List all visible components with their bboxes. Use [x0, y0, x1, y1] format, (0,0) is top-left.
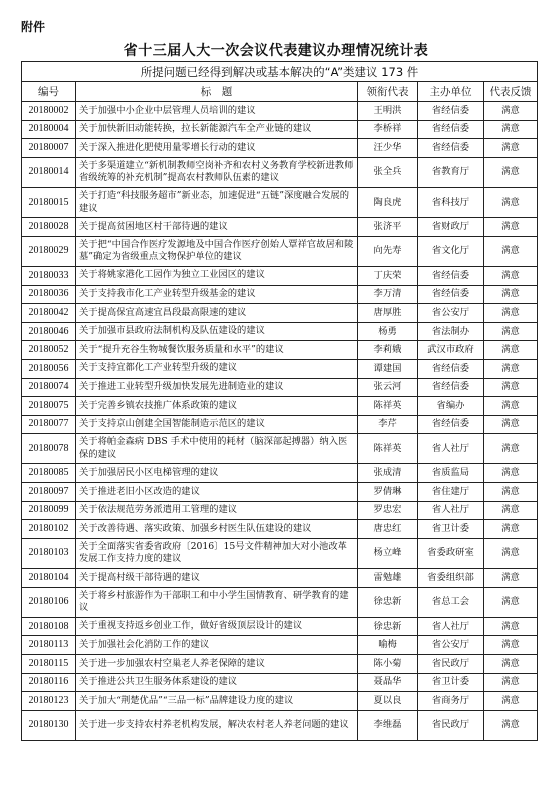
row-host-unit: 省商务厅	[418, 692, 484, 711]
table-row	[22, 434, 538, 464]
header-id: 编号	[22, 82, 76, 102]
row-feedback: 满意	[484, 218, 538, 237]
row-id: 20180106	[22, 587, 76, 617]
table-row	[22, 483, 538, 502]
row-id: 20180115	[22, 655, 76, 674]
row-feedback: 满意	[484, 266, 538, 285]
row-id: 20180113	[22, 636, 76, 655]
row-id: 20180123	[22, 692, 76, 711]
page-title: 省十三届人大一次会议代表建议办理情况统计表	[123, 43, 429, 59]
table-row	[22, 397, 538, 416]
row-lead-rep: 陶良虎	[358, 187, 418, 217]
row-title: 关于依法规范劳务派遣用工管理的建议	[76, 501, 358, 520]
row-lead-rep: 夏以良	[358, 692, 418, 711]
row-title: 关于深入推进化肥使用量零增长行动的建议	[76, 139, 358, 158]
row-host-unit: 武汉市政府	[418, 341, 484, 360]
row-lead-rep: 聂晶华	[358, 673, 418, 692]
table-row	[22, 139, 538, 158]
row-title: 关于改善待遇、落实政策、加强乡村医生队伍建设的建议	[76, 520, 358, 539]
row-lead-rep: 张云河	[358, 378, 418, 397]
row-title: 关于进一步加强农村空巢老人养老保障的建议	[76, 655, 358, 674]
row-host-unit: 省人社厅	[418, 434, 484, 464]
table-row	[22, 341, 538, 360]
statistics-table	[21, 61, 538, 741]
row-feedback: 满意	[484, 397, 538, 416]
row-feedback: 满意	[484, 501, 538, 520]
row-host-unit: 省经信委	[418, 266, 484, 285]
row-feedback: 满意	[484, 236, 538, 266]
table-row	[22, 218, 538, 237]
row-id: 20180052	[22, 341, 76, 360]
row-lead-rep: 李桥祥	[358, 120, 418, 139]
row-title: 关于将姚家港化工园作为独立工业园区的建议	[76, 266, 358, 285]
row-lead-rep: 唐厚胜	[358, 304, 418, 323]
row-lead-rep: 杨勇	[358, 322, 418, 341]
row-title: 关于提高村级干部待遇的建议	[76, 569, 358, 588]
row-id: 20180078	[22, 434, 76, 464]
row-id: 20180102	[22, 520, 76, 539]
row-title: 关于加强社会化消防工作的建议	[76, 636, 358, 655]
row-feedback: 满意	[484, 538, 538, 568]
header-feedback: 代表反馈	[484, 82, 538, 102]
row-title: 关于多渠道建立“新机制教师空岗补齐和农村义务教育学校新进教师省级统筹的补充机制”提高农村教师队伍素的建议	[76, 157, 358, 187]
row-title: 关于将乡村旅游作为干部职工和中小学生国情教育、研学教育的建议	[76, 587, 358, 617]
table-row	[22, 120, 538, 139]
row-host-unit: 省人社厅	[418, 501, 484, 520]
table-row	[22, 378, 538, 397]
row-host-unit: 省总工会	[418, 587, 484, 617]
header-title: 标 题	[76, 82, 358, 102]
row-id: 20180015	[22, 187, 76, 217]
row-lead-rep: 陈小菊	[358, 655, 418, 674]
table-row	[22, 520, 538, 539]
row-host-unit: 省法制办	[418, 322, 484, 341]
row-feedback: 满意	[484, 587, 538, 617]
table-row	[22, 501, 538, 520]
row-lead-rep: 杨立峰	[358, 538, 418, 568]
row-host-unit: 省经信委	[418, 378, 484, 397]
row-host-unit: 省经信委	[418, 415, 484, 434]
row-host-unit: 省民政厅	[418, 655, 484, 674]
row-lead-rep: 喻梅	[358, 636, 418, 655]
row-host-unit: 省卫计委	[418, 520, 484, 539]
table-row	[22, 322, 538, 341]
row-title: 关于推进老旧小区改造的建议	[76, 483, 358, 502]
row-host-unit: 省质监局	[418, 464, 484, 483]
header-lead-rep: 领衔代表	[358, 82, 418, 102]
row-lead-rep: 李莉娥	[358, 341, 418, 360]
table-row	[22, 415, 538, 434]
row-feedback: 满意	[484, 520, 538, 539]
row-feedback: 满意	[484, 636, 538, 655]
row-feedback: 满意	[484, 569, 538, 588]
table-body	[22, 102, 538, 741]
row-host-unit: 省文化厅	[418, 236, 484, 266]
row-feedback: 满意	[484, 187, 538, 217]
row-host-unit: 省委政研室	[418, 538, 484, 568]
table-subtitle-row	[22, 62, 538, 82]
row-lead-rep: 罗倩琳	[358, 483, 418, 502]
row-feedback: 满意	[484, 139, 538, 158]
row-lead-rep: 李万清	[358, 285, 418, 304]
row-title: 关于加强市县政府法制机构及队伍建设的建议	[76, 322, 358, 341]
row-id: 20180108	[22, 617, 76, 636]
row-lead-rep: 汪少华	[358, 139, 418, 158]
row-host-unit: 省经信委	[418, 102, 484, 121]
row-feedback: 满意	[484, 464, 538, 483]
row-id: 20180097	[22, 483, 76, 502]
row-feedback: 满意	[484, 304, 538, 323]
table-row	[22, 692, 538, 711]
row-host-unit: 省卫计委	[418, 673, 484, 692]
table-row	[22, 359, 538, 378]
row-feedback: 满意	[484, 378, 538, 397]
table-row	[22, 538, 538, 568]
row-id: 20180130	[22, 710, 76, 740]
table-row	[22, 569, 538, 588]
row-id: 20180014	[22, 157, 76, 187]
row-host-unit: 省财政厅	[418, 218, 484, 237]
row-feedback: 满意	[484, 710, 538, 740]
row-feedback: 满意	[484, 655, 538, 674]
table-row	[22, 587, 538, 617]
row-feedback: 满意	[484, 434, 538, 464]
row-title: 关于支持宜都化工产业转型升级的建议	[76, 359, 358, 378]
row-host-unit: 省公安厅	[418, 304, 484, 323]
row-title: 关于加快新旧动能转换，拉长新能源汽车全产业链的建议	[76, 120, 358, 139]
row-host-unit: 省科技厅	[418, 187, 484, 217]
row-id: 20180029	[22, 236, 76, 266]
row-id: 20180004	[22, 120, 76, 139]
table-row	[22, 304, 538, 323]
table-row	[22, 617, 538, 636]
row-host-unit: 省经信委	[418, 139, 484, 158]
row-id: 20180077	[22, 415, 76, 434]
row-id: 20180074	[22, 378, 76, 397]
table-row	[22, 636, 538, 655]
row-title: 关于加强中小企业中层管理人员培训的建议	[76, 102, 358, 121]
row-title: 关于支持京山创建全国智能制造示范区的建议	[76, 415, 358, 434]
row-lead-rep: 张济平	[358, 218, 418, 237]
row-host-unit: 省编办	[418, 397, 484, 416]
row-title: 关于进一步支持农村养老机构发展，解决农村老人养老问题的建议	[76, 710, 358, 740]
row-lead-rep: 李维磊	[358, 710, 418, 740]
row-lead-rep: 王明洪	[358, 102, 418, 121]
row-host-unit: 省委组织部	[418, 569, 484, 588]
table-row	[22, 710, 538, 740]
row-id: 20180002	[22, 102, 76, 121]
row-host-unit: 省民政厅	[418, 710, 484, 740]
row-feedback: 满意	[484, 285, 538, 304]
row-lead-rep: 丁庆荣	[358, 266, 418, 285]
row-feedback: 满意	[484, 102, 538, 121]
row-host-unit: 省公安厅	[418, 636, 484, 655]
row-feedback: 满意	[484, 157, 538, 187]
row-host-unit: 省人社厅	[418, 617, 484, 636]
row-lead-rep: 张全兵	[358, 157, 418, 187]
table-row	[22, 187, 538, 217]
row-title: 关于打造“科技服务超市”新业态，加速促进“五链”深度融合发展的建议	[76, 187, 358, 217]
row-lead-rep: 徐忠新	[358, 587, 418, 617]
row-feedback: 满意	[484, 322, 538, 341]
row-title: 关于推进公共卫生服务体系建设的建议	[76, 673, 358, 692]
row-title: 关于全面落实省委省政府〔2016〕15号文件精神加大对小池改革发展工作支持力度的建议	[76, 538, 358, 568]
row-feedback: 满意	[484, 617, 538, 636]
row-title: 关于推进工业转型升级加快发展先进制造业的建议	[76, 378, 358, 397]
row-title: 关于重视支持返乡创业工作，做好省级顶层设计的建议	[76, 617, 358, 636]
row-lead-rep: 陈祥英	[358, 434, 418, 464]
row-id: 20180103	[22, 538, 76, 568]
row-feedback: 满意	[484, 673, 538, 692]
row-title: 关于将帕金森病 DBS 手术中使用的耗材（脑深部起搏器）纳入医保的建议	[76, 434, 358, 464]
row-feedback: 满意	[484, 415, 538, 434]
table-row	[22, 102, 538, 121]
row-id: 20180099	[22, 501, 76, 520]
table-row	[22, 266, 538, 285]
table-row	[22, 157, 538, 187]
row-feedback: 满意	[484, 341, 538, 360]
table-subtitle: 所提问题已经得到解决或基本解决的“A”类建议 173 件	[22, 62, 538, 82]
row-lead-rep: 唐忠红	[358, 520, 418, 539]
row-id: 20180056	[22, 359, 76, 378]
table-header-row	[22, 82, 538, 102]
row-title: 关于完善乡镇农技推广体系政策的建议	[76, 397, 358, 416]
row-host-unit: 省教育厅	[418, 157, 484, 187]
row-feedback: 满意	[484, 120, 538, 139]
row-id: 20180104	[22, 569, 76, 588]
row-host-unit: 省住建厅	[418, 483, 484, 502]
row-id: 20180085	[22, 464, 76, 483]
row-feedback: 满意	[484, 692, 538, 711]
row-id: 20180036	[22, 285, 76, 304]
row-feedback: 满意	[484, 483, 538, 502]
row-title: 关于加强居民小区电梯管理的建议	[76, 464, 358, 483]
row-lead-rep: 谭建国	[358, 359, 418, 378]
row-id: 20180116	[22, 673, 76, 692]
row-title: 关于加大“荆楚优品”“三品一标”品牌建设力度的建议	[76, 692, 358, 711]
row-lead-rep: 徐忠新	[358, 617, 418, 636]
row-lead-rep: 罗忠宏	[358, 501, 418, 520]
row-id: 20180033	[22, 266, 76, 285]
row-id: 20180028	[22, 218, 76, 237]
row-host-unit: 省经信委	[418, 359, 484, 378]
row-id: 20180046	[22, 322, 76, 341]
table-row	[22, 464, 538, 483]
row-id: 20180042	[22, 304, 76, 323]
row-lead-rep: 李芹	[358, 415, 418, 434]
row-host-unit: 省经信委	[418, 120, 484, 139]
row-title: 关于支持我市化工产业转型升级基金的建议	[76, 285, 358, 304]
row-id: 20180075	[22, 397, 76, 416]
row-feedback: 满意	[484, 359, 538, 378]
row-lead-rep: 陈祥英	[358, 397, 418, 416]
row-title: 关于提高贫困地区村干部待遇的建议	[76, 218, 358, 237]
row-host-unit: 省经信委	[418, 285, 484, 304]
header-host-unit: 主办单位	[418, 82, 484, 102]
row-lead-rep: 张成清	[358, 464, 418, 483]
attachment-label: 附件	[21, 20, 46, 34]
table-row	[22, 236, 538, 266]
table-row	[22, 655, 538, 674]
row-title: 关于提高保宜高速宜昌段最高限速的建议	[76, 304, 358, 323]
table-row	[22, 673, 538, 692]
row-id: 20180007	[22, 139, 76, 158]
row-title: 关于把“中国合作医疗发源地及中国合作医疗创始人覃祥官故居和陵墓”确定为省级重点文物保护单位的建议	[76, 236, 358, 266]
row-title: 关于“提升充谷生物城餐饮服务质量和水平”的建议	[76, 341, 358, 360]
row-lead-rep: 雷勉雄	[358, 569, 418, 588]
row-lead-rep: 向先寿	[358, 236, 418, 266]
table-row	[22, 285, 538, 304]
